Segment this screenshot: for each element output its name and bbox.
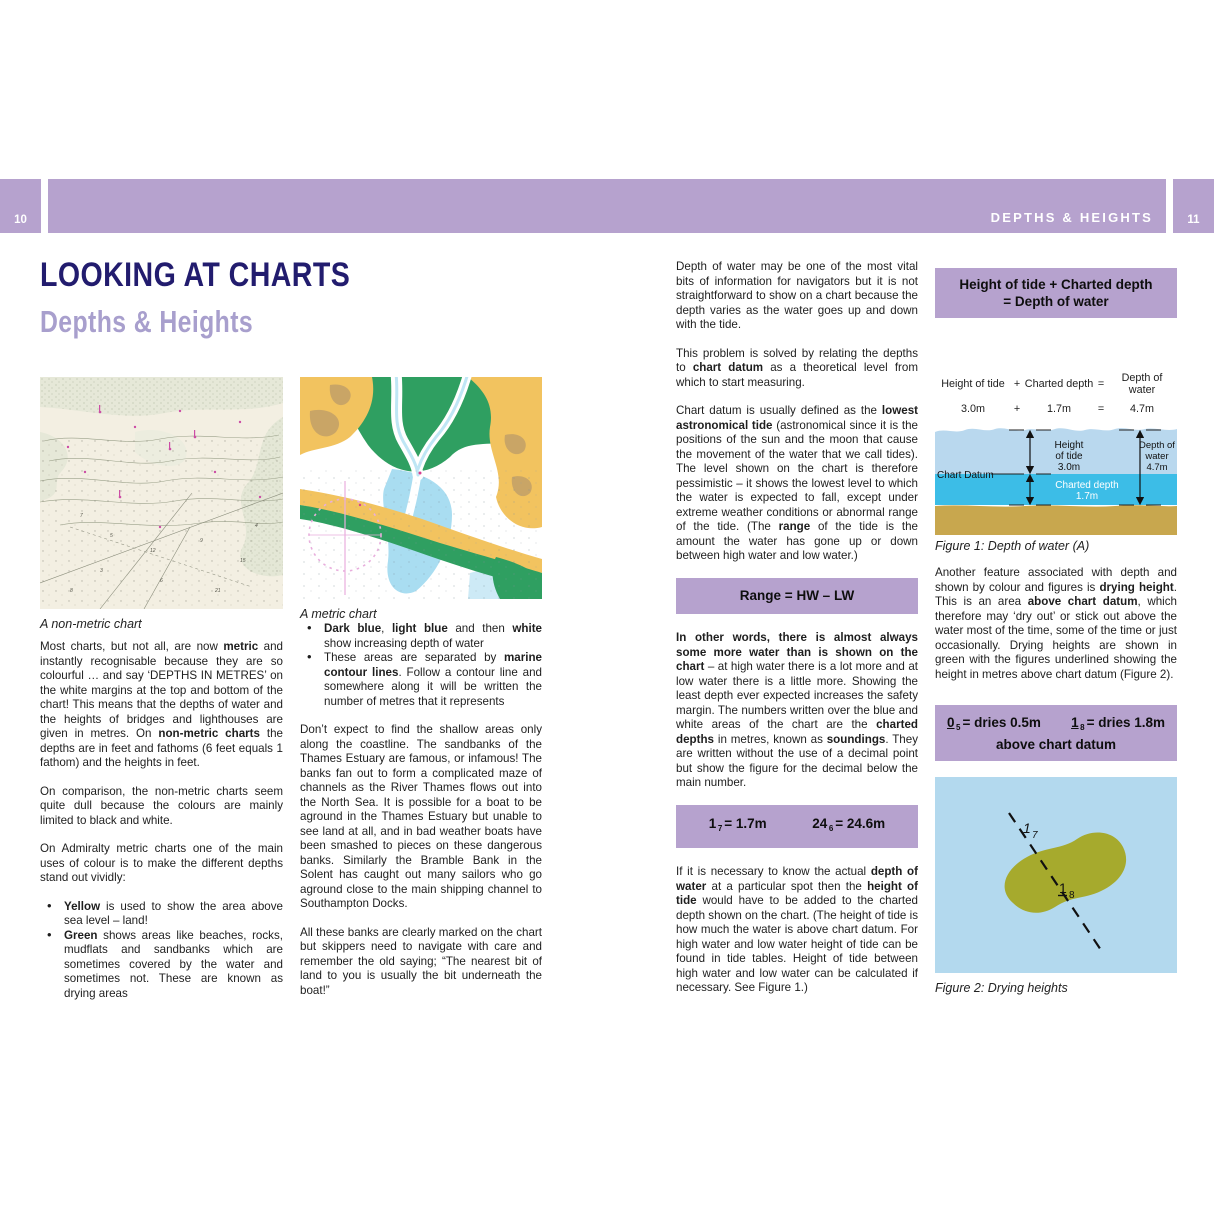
- svg-text:3: 3: [100, 568, 103, 574]
- svg-text:5: 5: [110, 533, 113, 539]
- page-subtitle: Depths & Heights: [40, 304, 254, 339]
- paragraph: On comparison, the non-metric charts seem quite dull because the colours are mainly limited to black and white.: [40, 784, 283, 827]
- right-page-number-tab: [1173, 179, 1214, 233]
- list-item: • These areas are separated by marine contour lines. Follow a contour line and somewhere along it will be written the number of metres that it represents: [324, 651, 542, 709]
- paragraph: On Admiralty metric charts one of the main uses of colour is to make the different depths stand out vividly:: [40, 842, 283, 884]
- equation-terms: Height of tide + Charted depth = Depth of water: [941, 372, 1163, 396]
- left-page-number: 10: [14, 214, 27, 226]
- drying-example: 0 $_5$ = dries 0.5m: [947, 715, 1041, 732]
- drying-example: 1 $_8$ = dries 1.8m: [1071, 715, 1165, 732]
- svg-text:15: 15: [240, 558, 246, 564]
- drying-height-paragraph: Another feature associated with depth and shown by colour and figures is drying height. This is an area above chart datum, which therefore may ‘dry out’ or stick out above the water most of the time, some of the time or just occasionally. Drying heights are shown in green with the figures underlined showing the height in metres above chart datum (Figure 2).: [935, 566, 1177, 681]
- svg-text:9: 9: [200, 538, 203, 544]
- colour-bullet-list: [40, 900, 283, 1002]
- figure1-caption: Figure 1: Depth of water (A): [935, 539, 1090, 553]
- sounding-label-main: 1: [1023, 820, 1031, 836]
- svg-text:Depth of: Depth of: [1139, 440, 1175, 451]
- soundings-example-box: [676, 805, 918, 849]
- paragraph: This problem is solved by relating the depths to chart datum as a theoretical level from which to start measuring.: [676, 346, 919, 389]
- depth-formula-box: [935, 268, 1177, 318]
- svg-text:12: 12: [150, 548, 156, 554]
- svg-text:7: 7: [80, 513, 83, 519]
- figure2-caption: Figure 2: Drying heights: [935, 981, 1068, 995]
- drying-label-sub: 8: [1069, 890, 1075, 901]
- svg-text:Height: Height: [1054, 440, 1084, 451]
- equation-values: 3.0m + 1.7m = 4.7m: [960, 403, 1154, 415]
- paragraph: Most charts, but not all, are now metric and instantly recognisable because they are so colourful … and say ‘DEPTHS IN METRES’ on the white margins at the top and bottom of the chart! This means that the depths of water and the heights of bridges and lighthouses are given in metres. On non-metric charts the depths are in feet and fathoms (6 feet equals 1 fathom) and the heights in feet.: [40, 640, 283, 769]
- colour-bullet-list: [300, 622, 542, 709]
- drying-examples: [947, 715, 1165, 732]
- svg-text:water: water: [1145, 451, 1169, 462]
- right-page-column-1: [676, 260, 918, 996]
- page-title: LOOKING AT CHARTS: [40, 256, 351, 294]
- paragraph: Don’t expect to find the shallow areas only along the coastline. The sandbanks of the Thames Estuary are famous, or infamous! The banks fan out to form a complicated maze of channels as the River Thames flows out into the North Sea. It is possible for a boat to be aground in the Thames Estuary but unable to see land at all, and in bad weather boats have been smashed to pieces on these dangerous banks. Similarly the Bramble Bank in the Solent has caught out many sailors who go aground close to the main shipping channel to Southampton Docks.: [300, 723, 542, 910]
- metric-chart-image: [300, 377, 542, 599]
- sounding-label-sub: 7: [1032, 830, 1038, 841]
- range-formula-box: Range = HW – LW: [676, 578, 918, 615]
- header-bar: [48, 179, 1166, 233]
- svg-text:Charted depth: Charted depth: [1055, 480, 1119, 491]
- list-item: • Green shows areas like beaches, rocks, mudflats and sandbanks which are sometimes covered by the water and sometimes not. These are known as drying areas: [64, 929, 283, 1002]
- paragraph: Depth of water may be one of the most vital bits of information for navigators but it is not straightforward to show on a chart because the depth varies as the water goes up and down with the tide.: [676, 260, 918, 331]
- sounding-example: 24 $_6$ = 24.6m: [812, 815, 886, 833]
- figure2-drying-heights: [935, 777, 1177, 978]
- paragraph: If it is necessary to know the actual depth of water at a particular spot then the height of tide would have to be added to the charted depth shown on the chart. (The height of tide is how much the water is above chart datum. For high water and low water height of tide can be found in tide tables. Height of tide between high water and low water can be calculated if necessary. See Figure 1.): [676, 865, 919, 994]
- left-page-column-1: [40, 640, 283, 1015]
- metric-chart-caption: A metric chart: [300, 607, 377, 621]
- non-metric-chart-figure: [40, 377, 283, 631]
- svg-text:21: 21: [215, 588, 221, 594]
- metric-chart-figure: [300, 377, 542, 621]
- figure1-depth-of-water: [935, 418, 1177, 540]
- svg-text:1.7m: 1.7m: [1075, 491, 1099, 502]
- svg-text:4.7m: 4.7m: [1146, 462, 1168, 473]
- depth-of-water-diagram: [935, 418, 1177, 535]
- non-metric-chart-image: [40, 377, 283, 609]
- paragraph: All these banks are clearly marked on the chart but skippers need to navigate with care and remember the old saying; “The nearest bit of land to you is usually the bit underneath the boat!”: [300, 925, 542, 997]
- left-page-number-tab: [0, 179, 41, 233]
- formula-line: Height of tide + Charted depth: [959, 277, 1153, 292]
- svg-text:of tide: of tide: [1055, 451, 1083, 462]
- section-title: DEPTHS & HEIGHTS: [990, 210, 1153, 225]
- chart-datum-label: Chart Datum: [937, 470, 994, 481]
- sounding-example: 1 $_7$ = 1.7m: [708, 815, 767, 833]
- svg-text:4: 4: [255, 523, 258, 529]
- right-page-number: 11: [1187, 214, 1200, 226]
- drying-label-main: 1: [1059, 880, 1067, 896]
- svg-text:6: 6: [160, 578, 163, 584]
- drying-heights-diagram: [935, 777, 1177, 973]
- formula-line: = Depth of water: [1003, 294, 1109, 309]
- svg-text:8: 8: [70, 588, 73, 594]
- drying-box-line2: above chart datum: [995, 737, 1117, 752]
- paragraph: In other words, there is almost always some more water than is shown on the chart – at high water there is a lot more and at low water there is a little more. Showing the least depth ever expected increases the safety margin. The numbers written over the blue and white areas of the chart are the charted depths in metres, known as soundings. They are written without the use of a decimal point but show the figure for the decimal below the main number.: [676, 631, 918, 789]
- figure1-equation: [935, 372, 1177, 415]
- list-item: • Yellow is used to show the area above sea level – land!: [64, 900, 283, 929]
- left-page-column-2: [300, 622, 542, 998]
- drying-heights-box: [935, 705, 1177, 761]
- paragraph: Chart datum is usually defined as the lowest astronomical tide (astronomical since it is the positions of the sun and the moon that cause the movement of the water that we call tides). The level shown on the chart is therefore pessimistic – it shows the lowest level to which the water is expected to fall, except under extreme weather conditions or abnormal range of the tide. (The range of the tide is the amount the water has gone up or down between high water and low water.): [676, 404, 919, 562]
- non-metric-chart-caption: A non-metric chart: [40, 617, 142, 631]
- list-item: • Dark blue, light blue and then white show increasing depth of water: [324, 622, 542, 651]
- svg-text:3.0m: 3.0m: [1057, 462, 1081, 473]
